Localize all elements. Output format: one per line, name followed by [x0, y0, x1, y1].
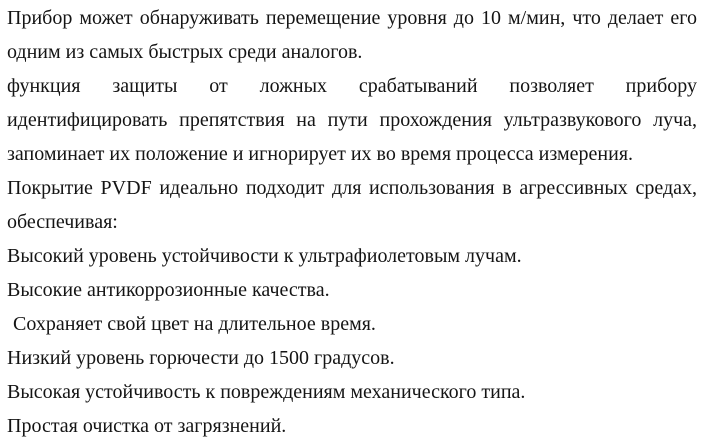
list-item-uv-resistance: Высокий уровень устойчивости к ультрафиолетовым лучам. [7, 245, 522, 267]
list-item-low-flammability: Низкий уровень горючести до 1500 градусов. [7, 347, 395, 369]
paragraph-pvdf-coating: Покрытие PVDF идеально подходит для использования в агрессивных средах, обеспечивая: [7, 177, 697, 233]
list-item-anticorrosion: Высокие антикоррозионные качества. [7, 279, 330, 301]
paragraph-false-trigger-protection: функция защиты от ложных срабатываний позволяет прибору идентифицировать препятствия на пути прохождения ультразвукового луча, запоминает их положение и игнорирует их во время процесса измерения. [7, 75, 697, 165]
list-item-mechanical-resistance: Высокая устойчивость к повреждениям механического типа. [7, 381, 526, 403]
list-item-easy-cleaning: Простая очистка от загрязнений. [7, 415, 287, 437]
list-item-color-retention: Сохраняет свой цвет на длительное время. [13, 313, 376, 335]
paragraph-level-speed: Прибор может обнаруживать перемещение уровня до 10 м/мин, что делает его одним из самых быстрых среди аналогов. [7, 7, 697, 63]
